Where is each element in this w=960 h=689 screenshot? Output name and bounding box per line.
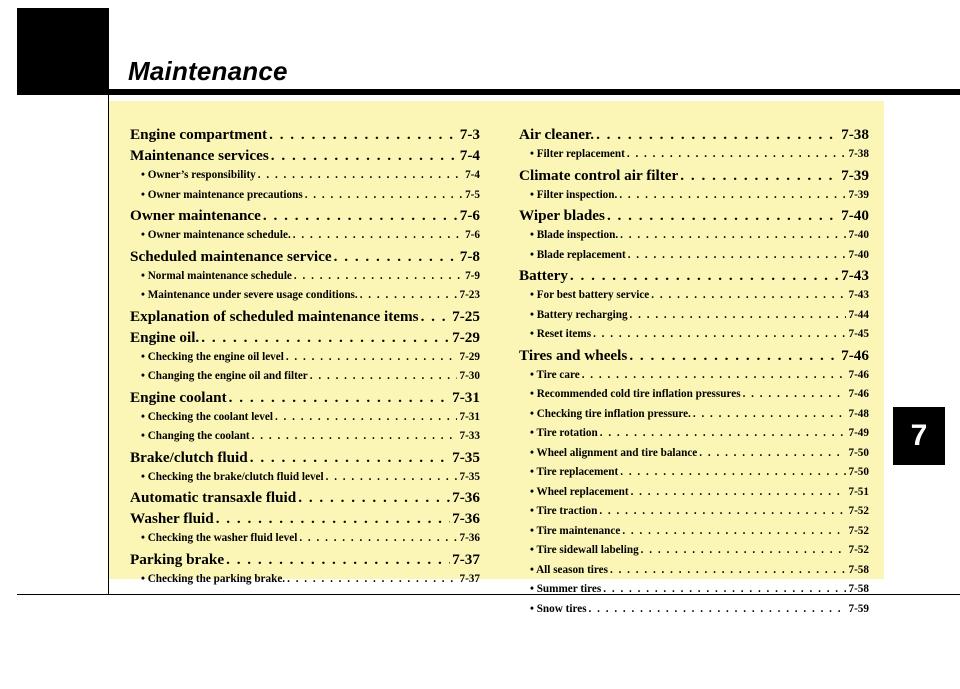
- toc-entry-label: • Wheel replacement: [530, 485, 629, 498]
- toc-entry[interactable]: [130, 387, 480, 408]
- dot-leader: [627, 145, 847, 165]
- dot-leader: [269, 124, 458, 145]
- toc-entry-label: • Tire maintenance: [530, 524, 621, 537]
- dot-leader: [570, 265, 839, 286]
- toc-entry-label: • Checking the engine oil level: [141, 350, 284, 363]
- dot-leader: [743, 385, 847, 405]
- toc-entry-label: Climate control air filter: [519, 166, 679, 184]
- toc-entry-label: Air cleaner.: [519, 126, 595, 143]
- toc-entry-label: • Owner maintenance precautions: [141, 188, 303, 201]
- toc-entry[interactable]: [519, 265, 869, 286]
- dot-leader: [619, 186, 846, 206]
- dot-leader: [360, 286, 458, 306]
- toc-entry-page: 7-6: [459, 207, 480, 224]
- toc-column-right: [519, 124, 869, 619]
- toc-entry-label: Automatic transaxle fluid: [130, 489, 297, 506]
- toc-entry-page: 7-3: [459, 126, 480, 143]
- toc-entry-page: 7-33: [459, 430, 480, 442]
- toc-entry-page: 7-37: [452, 550, 480, 568]
- toc-entry-label: • Reset items: [530, 328, 592, 340]
- toc-entry-page: 7-52: [848, 505, 869, 517]
- toc-entry-label: • Blade inspection.: [530, 229, 619, 241]
- toc-entry-label: • Owner maintenance schedule.: [141, 229, 291, 241]
- dot-leader: [651, 286, 846, 306]
- toc-entry-page: 7-38: [848, 148, 869, 160]
- toc-entry[interactable]: [130, 408, 480, 428]
- dot-leader: [258, 166, 463, 186]
- dot-leader: [631, 483, 847, 503]
- toc-entry[interactable]: [519, 325, 869, 345]
- toc-entry[interactable]: [519, 345, 869, 366]
- toc-entry[interactable]: [519, 165, 869, 186]
- dot-leader: [628, 246, 847, 266]
- dot-leader: [263, 205, 458, 226]
- dot-leader: [305, 186, 463, 206]
- toc-entry-page: 7-48: [848, 407, 869, 420]
- toc-entry-label: • Filter replacement: [530, 148, 625, 160]
- toc-entry[interactable]: [130, 246, 480, 267]
- toc-entry[interactable]: [519, 226, 869, 246]
- toc-entry[interactable]: [130, 205, 480, 226]
- toc-entry-page: 7-40: [848, 229, 869, 241]
- toc-entry[interactable]: [130, 348, 480, 368]
- dot-leader: [271, 145, 458, 166]
- toc-entry-label: • Filter inspection.: [530, 188, 618, 201]
- toc-entry[interactable]: [130, 286, 480, 306]
- toc-entry[interactable]: [130, 226, 480, 246]
- toc-entry-page: 7-39: [848, 188, 869, 201]
- dot-leader: [630, 306, 847, 326]
- dot-leader: [229, 387, 451, 408]
- toc-entry-page: 7-59: [848, 602, 869, 615]
- toc-entry-label: Wiper blades: [519, 207, 605, 224]
- toc-entry-page: 7-36: [452, 489, 480, 506]
- dot-leader: [252, 427, 458, 447]
- dot-leader: [699, 444, 846, 464]
- dot-leader: [250, 447, 450, 468]
- toc-entry[interactable]: [519, 405, 869, 425]
- toc-entry[interactable]: [130, 166, 480, 186]
- toc-entry[interactable]: [130, 306, 480, 327]
- dot-leader: [622, 522, 846, 542]
- dot-leader: [298, 487, 450, 508]
- toc-entry-page: 7-38: [841, 126, 869, 143]
- toc-entry-label: • Tire sidewall labeling: [530, 544, 639, 556]
- toc-entry[interactable]: [130, 447, 480, 468]
- toc-entry-page: 7-36: [459, 532, 480, 544]
- dot-leader: [310, 367, 458, 387]
- toc-entry-page: 7-46: [841, 346, 869, 364]
- toc-entry[interactable]: [519, 145, 869, 165]
- toc-entry-label: Battery: [519, 267, 568, 284]
- toc-entry[interactable]: [519, 444, 869, 464]
- dot-leader: [610, 561, 847, 581]
- toc-entry-page: 7-43: [841, 267, 869, 284]
- toc-entry-page: 7-50: [848, 446, 869, 459]
- toc-entry-label: • Tire replacement: [530, 466, 619, 478]
- toc-entry-label: • Summer tires: [530, 583, 602, 595]
- toc-entry-label: • Tire rotation: [530, 427, 598, 439]
- toc-entry-page: 7-35: [459, 470, 480, 483]
- dot-leader: [294, 267, 463, 287]
- toc-entry-page: 7-43: [848, 289, 869, 301]
- dot-leader: [629, 345, 839, 366]
- toc-entry-label: • Normal maintenance schedule: [141, 269, 292, 282]
- toc-entry[interactable]: [519, 561, 869, 581]
- toc-entry[interactable]: [519, 483, 869, 503]
- toc-entry-label: • Snow tires: [530, 602, 587, 615]
- toc-entry[interactable]: [519, 541, 869, 561]
- toc-entry-label: • Changing the engine oil and filter: [141, 370, 308, 382]
- toc-entry-label: • All season tires: [530, 563, 608, 576]
- dot-leader: [680, 165, 839, 186]
- dot-leader: [620, 463, 846, 483]
- toc-entry-page: 7-4: [459, 147, 480, 164]
- toc-entry-page: 7-29: [452, 328, 480, 346]
- toc-entry-label: • Tire traction: [530, 505, 598, 517]
- toc-entry-page: 7-50: [848, 466, 869, 478]
- dot-leader: [293, 226, 463, 246]
- toc-entry-label: Parking brake: [130, 550, 225, 568]
- toc-entry-page: 7-8: [459, 247, 480, 265]
- toc-entry-page: 7-44: [848, 308, 869, 321]
- dot-leader: [226, 549, 450, 570]
- toc-entry[interactable]: [519, 366, 869, 386]
- dot-leader: [201, 327, 450, 348]
- toc-entry[interactable]: [519, 186, 869, 206]
- toc-entry-label: • Blade replacement: [530, 248, 626, 261]
- toc-entry[interactable]: [519, 246, 869, 266]
- toc-entry[interactable]: [130, 508, 480, 529]
- toc-entry[interactable]: [130, 570, 480, 590]
- toc-entry-label: • Wheel alignment and tire balance: [530, 446, 698, 459]
- toc-entry-page: 7-30: [459, 370, 480, 382]
- toc-entry-page: 7-39: [841, 166, 869, 184]
- dot-leader: [596, 124, 839, 145]
- toc-entry[interactable]: [519, 522, 869, 542]
- toc-entry[interactable]: [130, 267, 480, 287]
- toc-entry-label: Engine coolant: [130, 388, 227, 406]
- toc-entry-page: 7-40: [848, 248, 869, 261]
- toc-entry-page: 7-40: [841, 207, 869, 224]
- toc-entry[interactable]: [130, 367, 480, 387]
- toc-entry-page: 7-58: [848, 583, 869, 595]
- toc-entry-label: • Checking the parking brake.: [141, 572, 286, 585]
- dot-leader: [603, 580, 846, 600]
- toc-entry-label: Brake/clutch fluid: [130, 448, 248, 466]
- toc-entry[interactable]: [519, 205, 869, 226]
- toc-entry-page: 7-52: [848, 524, 869, 537]
- dot-leader: [287, 570, 457, 590]
- toc-entry-page: 7-35: [452, 448, 480, 466]
- toc-entry-page: 7-37: [459, 572, 480, 585]
- toc-entry-page: 7-58: [848, 563, 869, 576]
- dot-leader: [421, 306, 451, 327]
- toc-entry-page: 7-52: [848, 544, 869, 556]
- toc-entry-page: 7-29: [459, 350, 480, 363]
- toc-entry-page: 7-31: [452, 388, 480, 406]
- dot-leader: [600, 424, 847, 444]
- toc-entry[interactable]: [519, 124, 869, 145]
- toc-entry-label: • For best battery service: [530, 289, 650, 301]
- toc-entry-page: 7-51: [848, 485, 869, 498]
- toc-entry-page: 7-23: [459, 289, 480, 301]
- toc-entry-label: • Tire care: [530, 368, 580, 381]
- dot-leader: [582, 366, 847, 386]
- dot-leader: [286, 348, 458, 368]
- toc-entry-label: Explanation of scheduled maintenance items: [130, 307, 419, 325]
- toc-entry[interactable]: [130, 427, 480, 447]
- toc-entry-page: 7-5: [465, 188, 480, 201]
- toc-entry-page: 7-45: [848, 328, 869, 340]
- toc-entry[interactable]: [519, 600, 869, 620]
- toc-entry-label: • Checking the washer fluid level: [141, 532, 298, 544]
- toc-entry-label: • Recommended cold tire inflation pressures: [530, 388, 741, 400]
- toc-entry-label: • Checking the coolant level: [141, 410, 273, 423]
- header-rule: [109, 89, 960, 95]
- toc-entry-label: • Battery recharging: [530, 308, 628, 321]
- toc-entry-page: 7-46: [848, 388, 869, 400]
- toc-entry-page: 7-49: [848, 427, 869, 439]
- toc-entry[interactable]: [130, 468, 480, 488]
- dot-leader: [334, 246, 458, 267]
- dot-leader: [607, 205, 839, 226]
- toc-entry[interactable]: [130, 145, 480, 166]
- dot-leader: [599, 502, 846, 522]
- toc-entry[interactable]: [130, 124, 480, 145]
- toc-entry-page: 7-9: [465, 269, 480, 282]
- dot-leader: [593, 325, 846, 345]
- toc-entry[interactable]: [519, 502, 869, 522]
- toc-entry[interactable]: [130, 487, 480, 508]
- toc-entry-label: Tires and wheels: [519, 346, 628, 364]
- toc-entry[interactable]: [130, 327, 480, 348]
- toc-entry[interactable]: [519, 424, 869, 444]
- toc-entry-label: • Checking the brake/clutch fluid level: [141, 470, 324, 483]
- dot-leader: [693, 405, 847, 425]
- toc-entry-label: • Maintenance under severe usage conditions.: [141, 289, 358, 301]
- toc-entry[interactable]: [519, 580, 869, 600]
- dot-leader: [641, 541, 847, 561]
- toc-entry-label: Engine compartment: [130, 126, 268, 143]
- toc-entry-label: Maintenance services: [130, 147, 269, 164]
- toc-entry-page: 7-36: [452, 510, 480, 527]
- toc-entry-label: Washer fluid: [130, 510, 214, 527]
- dot-leader: [620, 226, 846, 246]
- toc-entry[interactable]: [130, 186, 480, 206]
- toc-entry-page: 7-6: [465, 229, 480, 241]
- page-title: Maintenance: [128, 56, 288, 86]
- toc-entry-label: Scheduled maintenance service: [130, 247, 332, 265]
- dot-leader: [326, 468, 458, 488]
- toc-entry[interactable]: [519, 385, 869, 405]
- toc-entry-label: • Changing the coolant: [141, 430, 250, 442]
- toc-entry-page: 7-4: [465, 169, 480, 181]
- toc-column-left: [130, 124, 480, 589]
- toc-entry-label: • Checking tire inflation pressure.: [530, 407, 691, 420]
- toc-entry-label: Engine oil.: [130, 328, 200, 346]
- dot-leader: [299, 529, 457, 549]
- toc-entry[interactable]: [519, 463, 869, 483]
- toc-entry[interactable]: [130, 529, 480, 549]
- corner-black-block: [17, 8, 109, 95]
- toc-entry-page: 7-46: [848, 368, 869, 381]
- dot-leader: [275, 408, 458, 428]
- toc-entry-page: 7-25: [452, 307, 480, 325]
- dot-leader: [589, 600, 847, 620]
- dot-leader: [216, 508, 450, 529]
- toc-entry-label: Owner maintenance: [130, 207, 261, 224]
- toc-entry[interactable]: [519, 306, 869, 326]
- toc-entry[interactable]: [130, 549, 480, 570]
- toc-entry[interactable]: [519, 286, 869, 306]
- chapter-tab[interactable]: 7: [893, 407, 945, 465]
- toc-entry-label: • Owner’s responsibility: [141, 169, 256, 181]
- toc-entry-page: 7-31: [459, 410, 480, 423]
